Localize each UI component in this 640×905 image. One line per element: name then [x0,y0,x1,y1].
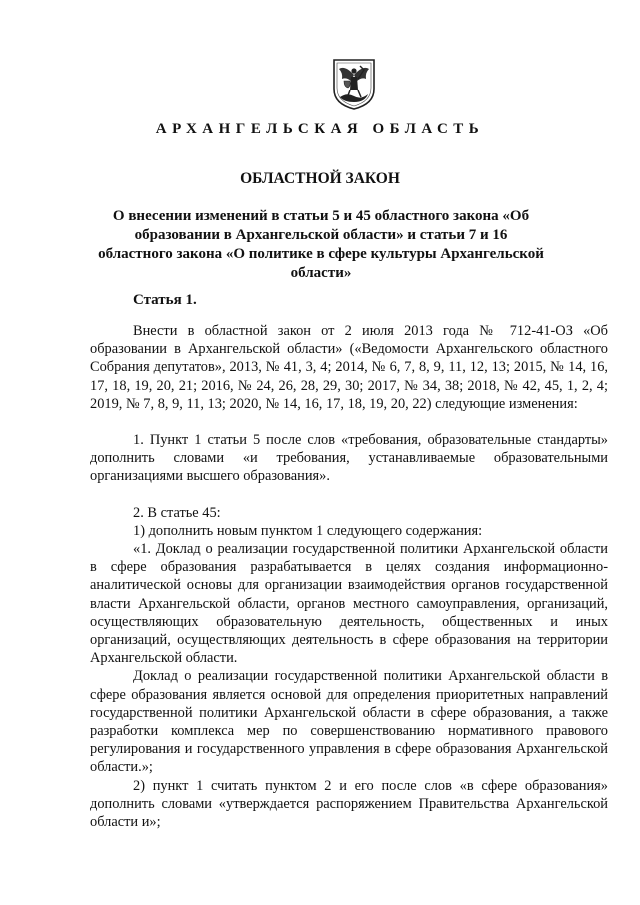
quoted-clause-paragraph: Доклад о реализации государственной политики Архангельской области в сфере образования является основой для определения приоритетных направлений государственной политики Архангельской области в сфере образования, а также разработки комплекса мер по совершенствованию нормативного правового регулирования и государственного управления в сфере образования Архангельской области.»; [90,668,608,776]
article-body [90,322,608,831]
document-type: ОБЛАСТНОЙ ЗАКОН [240,170,400,187]
quoted-clause-paragraph: «1. Доклад о реализации государственной политики Архангельской области в сфере образования разрабатывается в целях создания информационно-аналитической основы для организации взаимодействия органов государственной власти Архангельской области, органов местного самоуправления, организаций, осуществляющих образовательную деятельность, общественных и иных организаций, осуществляющих деятельность в сфере образования на территории Архангельской области. [90,541,608,667]
subitem-2: 2) пункт 1 считать пунктом 2 и его после слов «в сфере образования» дополнить словами «утверждается распоряжением Правительства Архангельской области и»; [90,777,608,831]
region-name: АРХАНГЕЛЬСКАЯ ОБЛАСТЬ [155,121,485,137]
article-intro-paragraph: Внести в областной закон от 2 июля 2013 года № 712-41-ОЗ «Об образовании в Архангельской области» («Ведомости Архангельского областного Собрания депутатов», 2013, № 41, 3, 4; 2014, № 6, 7, 8, 9, 11, 12, 13; 2015, № 14, 16, 17, 18, 19, 20, 21; 2016, № 24, 26, 28, 29, 30; 2017, № 34, 38; 2018, № 42, 45, 1, 2, 4; 2019, № 7, 8, 9, 11, 13; 2020, № 14, 16, 17, 18, 19, 20, 22) следующие изменения: [90,323,608,412]
law-title: О внесении изменений в статьи 5 и 45 областного закона «Об образовании в Архангельской области» и статьи 7 и 16 областного закона «О политике в сфере культуры Архангельской области» [98,208,544,281]
subitem-1: 1) дополнить новым пунктом 1 следующего содержания: [133,522,483,539]
coat-of-arms-icon [330,57,378,111]
amendment-item-1: 1. Пункт 1 статьи 5 после слов «требования, образовательные стандарты» дополнить словами «и требования, устанавливаемые образовательными организациями высшего образования». [90,432,608,485]
amendment-item-2: 2. В статье 45: [133,504,221,521]
article-heading: Статья 1. [133,292,197,308]
